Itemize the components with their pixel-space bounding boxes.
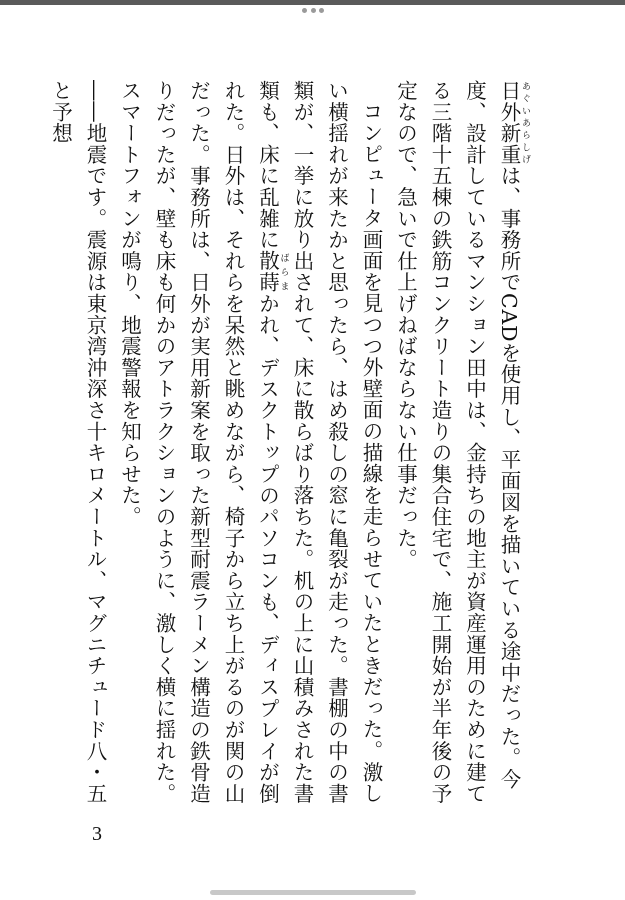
paragraph-3-text: ――地震です。震源は東京湾沖深さ十キロメートル、マグニチュード八・五と予想 bbox=[48, 80, 107, 805]
dot-icon bbox=[319, 8, 324, 13]
more-options-icon[interactable] bbox=[302, 6, 324, 14]
home-indicator-bar[interactable] bbox=[210, 890, 416, 895]
character-name-reading: あぐいあらしげ bbox=[520, 80, 530, 166]
paragraph-1-text: は、事務所でCADを使用し、平面図を描いている途中だった。今度、設計しているマンション田中は、金持ちの地主が資産運用のために建てる三階十五棟の鉄筋コンクリート造りの集合住宅で、施工開始が半年後の予定なので、急いで仕上げねばならない仕事だった。 bbox=[393, 80, 521, 805]
character-name: 日外新重 bbox=[497, 80, 521, 166]
ruby-reading: ばらま bbox=[278, 250, 289, 293]
paragraph-2-text-a: コンピュータ画面を見つつ外壁面の描線を走らせていたときだった。激しい横揺れが来たかと思ったら、はめ殺しの窓に亀裂が走った。書棚の中の書類が、一挙に放り出されて、床に散らばり落ちた。机の上に山積みされた書類も、床に乱雑に bbox=[255, 80, 383, 805]
paragraph-1 bbox=[388, 80, 530, 815]
top-status-bar bbox=[0, 0, 625, 5]
word-ruby bbox=[255, 250, 289, 294]
paragraph-2 bbox=[112, 80, 388, 815]
character-name-ruby bbox=[497, 80, 530, 166]
dot-icon bbox=[302, 8, 307, 13]
dot-icon bbox=[311, 8, 316, 13]
paragraph-3 bbox=[43, 80, 112, 815]
page-number: 3 bbox=[92, 823, 102, 845]
ruby-base: 散蒔 bbox=[255, 250, 280, 294]
vertical-text-body bbox=[43, 80, 530, 815]
paragraph-2-text-b: かれ、デスクトップのパソコンも、ディスプレイが倒れた。日外は、それらを呆然と眺めながら、椅子から立ち上がるのが関の山だった。事務所は、日外が実用新案を取った新型耐震ラーメン構造の鉄骨造りだったが、壁も床も何かのアトラクションのように、激しく横に揺れた。スマートフォンが鳴り、地震警報を知らせた。 bbox=[117, 80, 280, 805]
